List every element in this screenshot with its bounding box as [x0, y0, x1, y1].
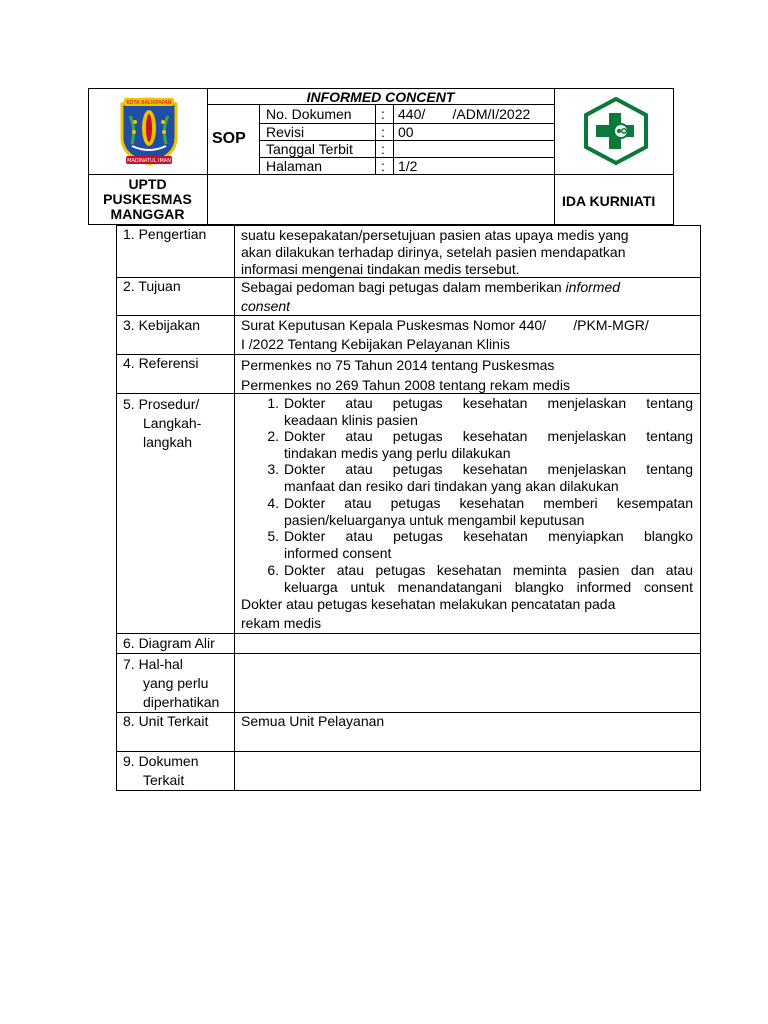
row-label-dokumen-terkait: [123, 752, 198, 790]
text-line: suatu kesepakatan/persetujuan pasien atas upaya medis yang: [241, 227, 629, 243]
row-value-referensi: [241, 355, 696, 395]
step-number: 5.: [267, 528, 279, 544]
label-line: 7. Hal-hal: [123, 656, 183, 672]
step-text: keluarga untuk menandatangani blangko informed consent: [284, 579, 693, 595]
row-label-tujuan: 2. Tujuan: [123, 278, 181, 294]
label-line: Terkait: [143, 772, 185, 788]
text-line: Permenkes no 269 Tahun 2008 tentang rekam medis: [241, 377, 570, 393]
step-text: Dokter atau petugas kesehatan meminta pasien dan atau: [284, 562, 693, 578]
meta-label-revisi: Revisi: [266, 124, 305, 140]
procedure-step: [257, 495, 693, 529]
row-label-prosedur: [123, 395, 201, 452]
signer-name: IDA KURNIATI: [562, 193, 656, 209]
logo-top-text: KOTA BALIKPAPAN: [126, 100, 172, 106]
row-label-pengertian: 1. Pengertian: [123, 226, 207, 242]
row-label-unit-terkait: 8. Unit Terkait: [123, 713, 209, 729]
meta-sep: :: [381, 124, 385, 140]
text-line: Surat Keputusan Kepala Puskesmas Nomor 440/ /PKM-MGR/: [241, 317, 649, 333]
procedure-step: [257, 395, 693, 429]
step-text: Dokter atau petugas kesehatan menjelaskan tentang: [284, 428, 693, 444]
label-line: 9. Dokumen: [123, 753, 199, 769]
label-line: diperhatikan: [143, 694, 220, 710]
step-text: Dokter atau petugas kesehatan menjelaskan tentang: [284, 395, 693, 411]
row-value-unit-terkait: Semua Unit Pelayanan: [241, 713, 385, 729]
puskesmas-logo: [584, 97, 648, 165]
step-text: Dokter atau petugas kesehatan menyiapkan blangko: [284, 528, 693, 544]
procedure-step: [257, 562, 693, 596]
row-label-referensi: 4. Referensi: [123, 355, 199, 371]
row-value-pengertian: [241, 227, 671, 278]
logo-bottom-text: MADINATUL IMAN: [127, 158, 171, 164]
text-line: rekam medis: [241, 615, 322, 631]
org-line: UPTD: [128, 176, 167, 192]
procedure-step: [257, 428, 693, 462]
step-text: tindakan medis yang perlu dilakukan: [284, 445, 511, 461]
meta-label-halaman: Halaman: [266, 158, 323, 174]
step-number: 1.: [267, 395, 279, 411]
meta-label-no-dokumen: No. Dokumen: [266, 106, 352, 122]
step-text: manfaat dan resiko dari tindakan yang akan dilakukan: [284, 478, 619, 494]
label-line: Langkah-: [143, 415, 202, 431]
meta-value-revisi: 00: [398, 124, 414, 140]
step-text: informed consent: [284, 545, 392, 561]
italic-term: informed: [565, 279, 621, 295]
city-crest-logo: [118, 94, 180, 168]
step-number: 2.: [267, 428, 279, 444]
text-line: Dokter atau petugas kesehatan melakukan pencatatan pada: [241, 596, 616, 612]
document-title: INFORMED CONCENT: [306, 89, 455, 105]
sop-label: SOP: [212, 130, 246, 147]
org-line: PUSKESMAS: [103, 191, 192, 207]
text-line: Sebagai pedoman bagi petugas dalam memberikan: [241, 279, 566, 295]
organization-name: [88, 177, 207, 222]
text-line: akan dilakukan terhadap dirinya, setelah pasien mendapatkan: [241, 244, 626, 260]
row-label-hal-hal: [123, 655, 219, 712]
meta-label-tanggal-terbit: Tanggal Terbit: [266, 141, 353, 157]
meta-value-no-dokumen: 440/ /ADM/I/2022: [398, 106, 531, 122]
label-line: langkah: [143, 434, 193, 450]
org-line: MANGGAR: [110, 206, 185, 222]
text-line: Permenkes no 75 Tahun 2014 tentang Puskesmas: [241, 357, 555, 373]
procedure-step: [257, 528, 693, 562]
row-value-kebijakan: [241, 316, 696, 354]
label-line: 5. Prosedur/: [123, 396, 200, 412]
step-number: 3.: [267, 461, 279, 477]
row-value-tujuan: [241, 278, 691, 316]
label-line: yang perlu: [143, 675, 209, 691]
step-number: 6.: [267, 562, 279, 578]
step-text: Dokter atau petugas kesehatan memberi kesempatan: [284, 495, 693, 511]
procedure-step: [257, 461, 693, 495]
step-text: keadaan klinis pasien: [284, 412, 418, 428]
text-line: informasi mengenai tindakan medis tersebut.: [241, 261, 520, 277]
meta-sep: :: [381, 158, 385, 174]
meta-sep: :: [381, 106, 385, 122]
step-number: 4.: [267, 495, 279, 511]
meta-sep: :: [381, 141, 385, 157]
meta-value-halaman: 1/2: [398, 158, 418, 174]
italic-term: consent: [241, 298, 291, 314]
procedure-closing: [241, 595, 696, 633]
step-text: Dokter atau petugas kesehatan menjelaskan tentang: [284, 461, 693, 477]
text-line: I /2022 Tentang Kebijakan Pelayanan Klinis: [241, 336, 511, 352]
row-label-kebijakan: 3. Kebijakan: [123, 317, 201, 333]
step-text: pasien/keluarganya untuk mengambil keputusan: [284, 512, 585, 528]
row-label-diagram-alir: 6. Diagram Alir: [123, 635, 215, 651]
